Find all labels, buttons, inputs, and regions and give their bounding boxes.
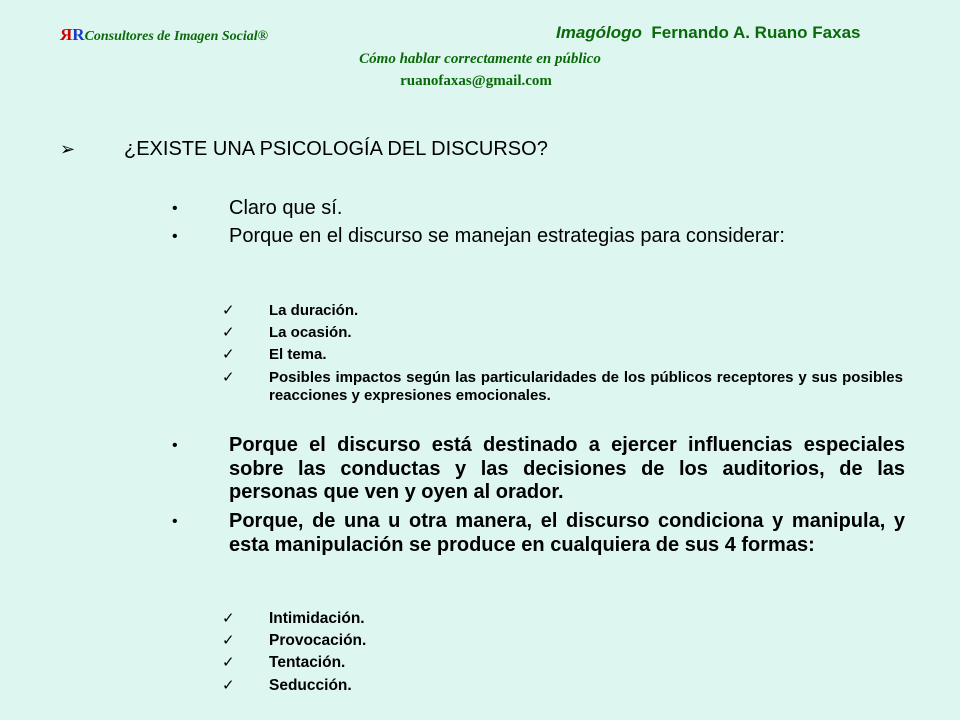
bullet-dot-icon: • <box>172 228 178 245</box>
bullet-item: Porque en el discurso se manejan estrategias para considerar: <box>229 225 785 247</box>
course-subtitle: Cómo hablar correctamente en público <box>359 51 601 67</box>
checkmark-icon: ✓ <box>222 324 235 341</box>
author-role: Imagólogo <box>556 23 642 42</box>
check-item: Posibles impactos según las particularidades de los públicos receptores y sus posibles reacciones y expresiones emocionales. <box>269 369 903 404</box>
checkmark-icon: ✓ <box>222 632 235 649</box>
check-item: Intimidación. <box>269 610 365 627</box>
check-item: La duración. <box>269 302 359 319</box>
logo-text: Consultores de Imagen Social® <box>84 29 269 44</box>
checkmark-icon: ✓ <box>222 369 235 386</box>
check-item: Tentación. <box>269 654 346 671</box>
slide-heading: ¿EXISTE UNA PSICOLOGÍA DEL DISCURSO? <box>124 138 548 160</box>
check-item: Provocación. <box>269 632 367 649</box>
bullet-dot-icon: • <box>172 437 178 454</box>
bullet-dot-icon: • <box>172 200 178 217</box>
bullet-item: Porque, de una u otra manera, el discurso condiciona y manipula, y esta manipulación se produce en cualquiera de sus 4 formas: <box>229 510 905 556</box>
checkmark-icon: ✓ <box>222 654 235 671</box>
brand-logo <box>60 25 268 45</box>
checkmark-icon: ✓ <box>222 677 235 694</box>
logo-mirrored-r: R <box>60 25 73 44</box>
checkmark-icon: ✓ <box>222 346 235 363</box>
bullet-item: Claro que sí. <box>229 197 343 219</box>
logo-r: R <box>72 25 85 44</box>
author-name: Fernando A. Ruano Faxas <box>651 23 861 42</box>
bullet-dot-icon: • <box>172 513 178 530</box>
check-item: El tema. <box>269 346 327 363</box>
check-item: Seducción. <box>269 677 352 694</box>
bullet-item: Porque el discurso está destinado a ejercer influencias especiales sobre las conductas y las decisiones de los auditorios, de las personas que ven y oyen al orador. <box>229 434 905 503</box>
contact-email: ruanofaxas@gmail.com <box>400 73 552 89</box>
check-item: La ocasión. <box>269 324 352 341</box>
arrowhead-icon: ➢ <box>60 139 76 159</box>
author-credit <box>556 23 860 43</box>
checkmark-icon: ✓ <box>222 302 235 319</box>
checkmark-icon: ✓ <box>222 610 235 627</box>
